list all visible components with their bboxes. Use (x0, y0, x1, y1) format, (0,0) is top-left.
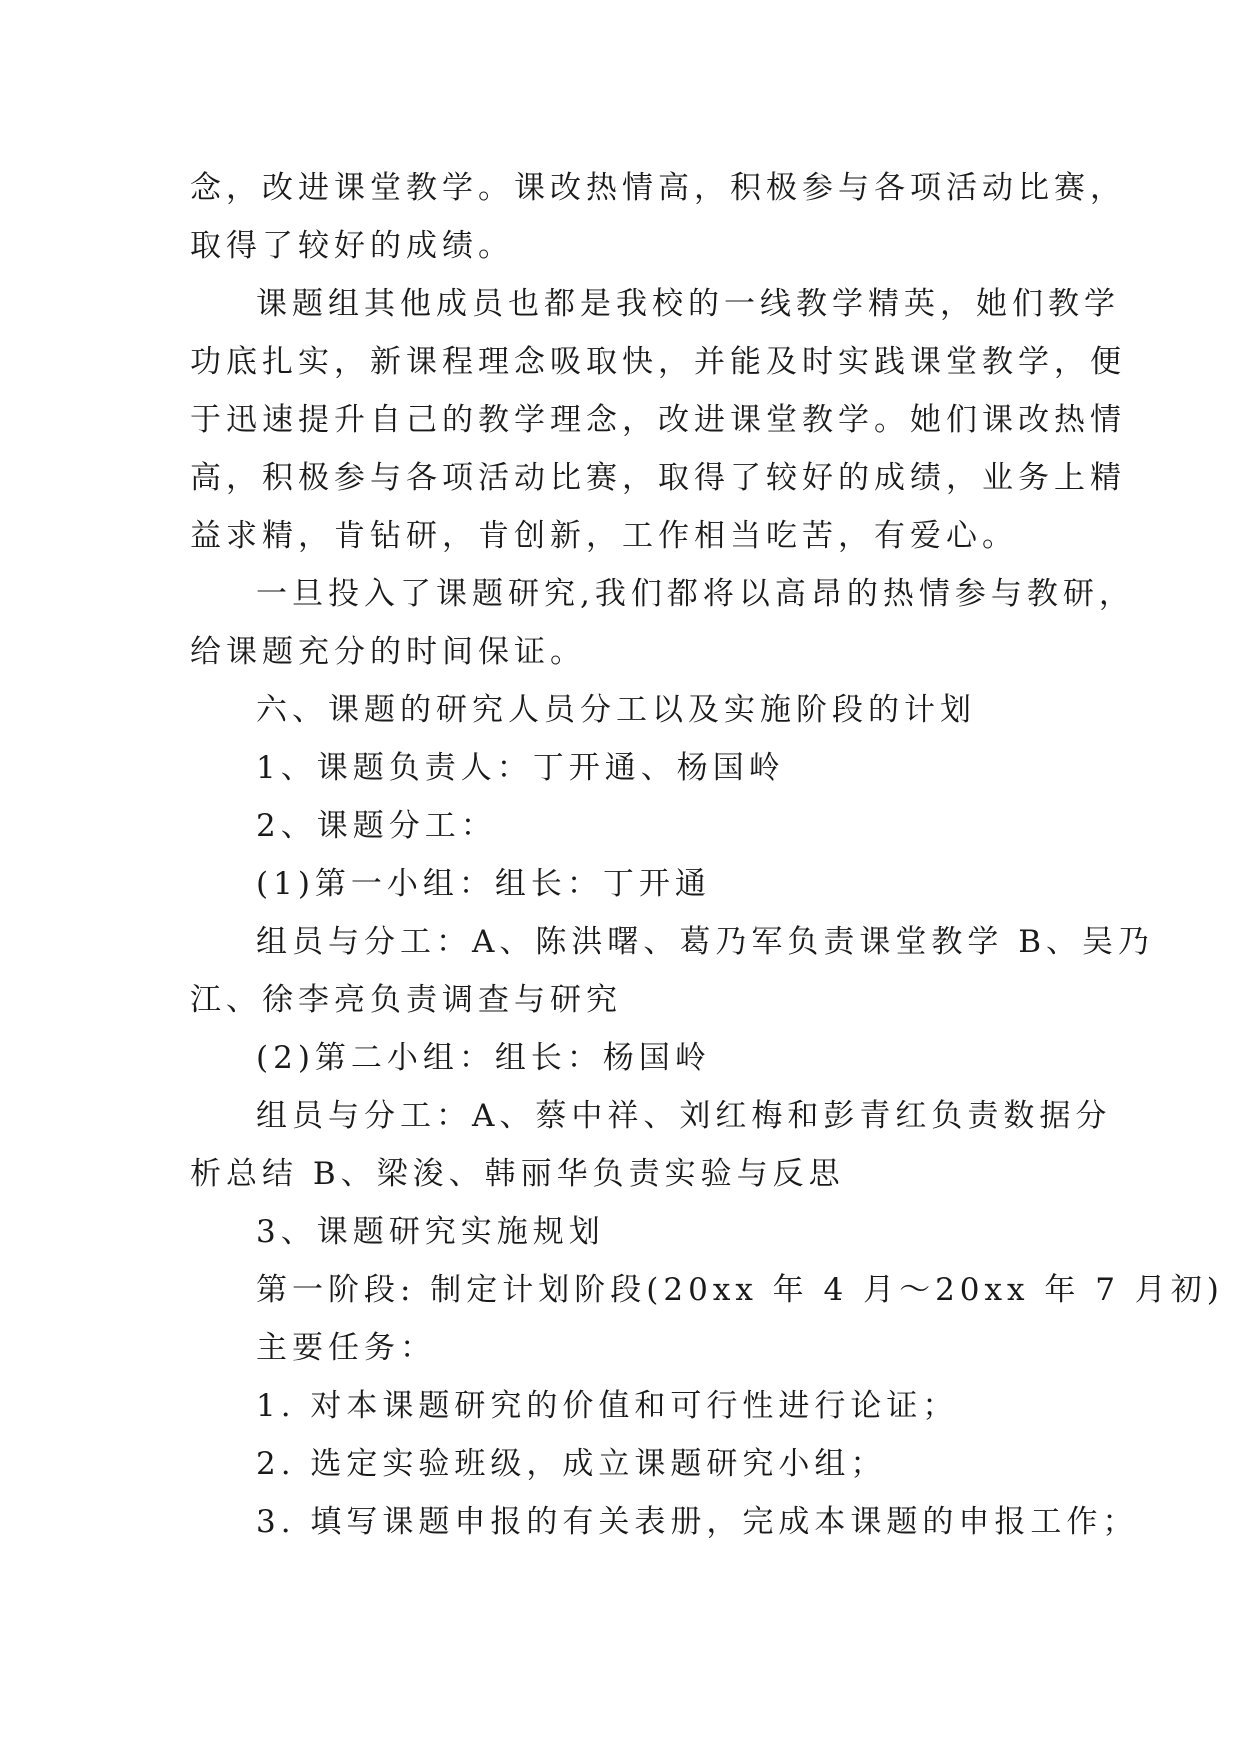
list-item: 1. 对本课题研究的价值和可行性进行论证； (256, 1388, 959, 1424)
paragraph-line-8: 一旦投入了课题研究,我们都将以高昂的热情参与教研， (256, 576, 1135, 612)
paragraph-line-4: 功底扎实，新课程理念吸取快，并能及时实践课堂教学，便 (190, 344, 1126, 380)
paragraph-line: 组员与分工：A、陈洪曙、葛乃军负责课堂教学 B、吴乃 (256, 924, 1155, 960)
list-item: 2. 选定实验班级，成立课题研究小组； (256, 1446, 887, 1482)
paragraph-line: 组员与分工：A、蔡中祥、刘红梅和彭青红负责数据分 (256, 1098, 1112, 1134)
paragraph-line: 析总结 B、梁浚、韩丽华负责实验与反思 (190, 1156, 845, 1192)
paragraph-line-6: 高，积极参与各项活动比赛，取得了较好的成绩，业务上精 (190, 460, 1126, 496)
paragraph-line-2: 取得了较好的成绩。 (190, 228, 514, 264)
paragraph-line: 主要任务： (256, 1330, 436, 1366)
paragraph-line-7: 益求精，肯钻研，肯创新，工作相当吃苦，有爱心。 (190, 518, 1018, 554)
list-item: 2、课题分工： (256, 808, 497, 844)
paragraph-line: 江、徐李亮负责调查与研究 (190, 982, 622, 1018)
paragraph-line-9: 给课题充分的时间保证。 (190, 634, 586, 670)
paragraph-line-3: 课题组其他成员也都是我校的一线教学精英，她们教学 (256, 286, 1120, 322)
list-item: 1、课题负责人：丁开通、杨国岭 (256, 750, 785, 786)
list-item: (1)第一小组：组长：丁开通 (256, 866, 711, 902)
list-item: 3、课题研究实施规划 (256, 1214, 605, 1250)
paragraph-line-1: 念，改进课堂教学。课改热情高，积极参与各项活动比赛， (190, 170, 1126, 206)
list-item: 3. 填写课题申报的有关表册，完成本课题的申报工作； (256, 1504, 1139, 1540)
list-item: (2)第二小组：组长：杨国岭 (256, 1040, 711, 1076)
paragraph-line: 第一阶段: 制定计划阶段(20xx 年 4 月～20xx 年 7 月初) (256, 1272, 1224, 1308)
section-heading: 六、课题的研究人员分工以及实施阶段的计划 (256, 692, 976, 728)
paragraph-line-5: 于迅速提升自己的教学理念，改进课堂教学。她们课改热情 (190, 402, 1126, 438)
